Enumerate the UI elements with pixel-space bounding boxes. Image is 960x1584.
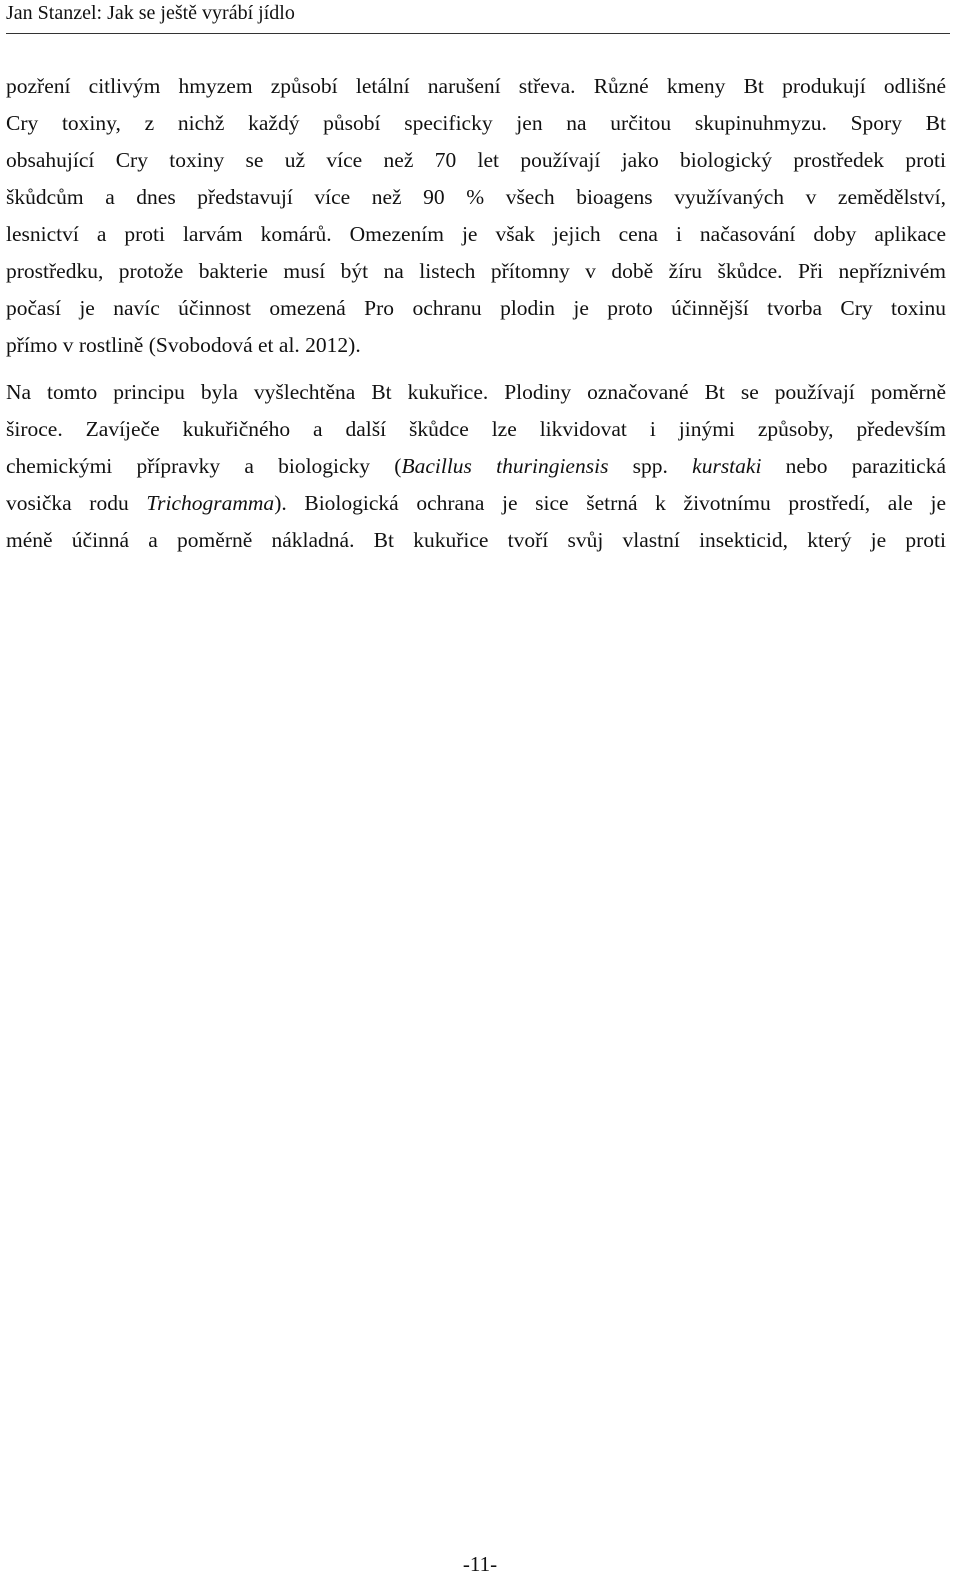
paragraph-1 <box>6 68 946 364</box>
paragraph-line <box>6 485 946 522</box>
paragraph-line: přímo v rostlině (Svobodová et al. 2012). <box>6 333 361 357</box>
paragraph-line: počasí je navíc účinnost omezená Pro ochranu plodin je proto účinnější tvorba Cry toxinu <box>6 296 946 320</box>
running-title: Jan Stanzel: Jak se ještě vyrábí jídlo <box>6 2 295 24</box>
paragraph-line: lesnictví a proti larvám komárů. Omezením je však jejich cena i načasování doby aplikace <box>6 222 946 246</box>
paragraph-line: pozření citlivým hmyzem způsobí letální narušení střeva. Různé kmeny Bt produkují odlišné <box>6 74 946 98</box>
text-segment: ). Biologická ochrana je sice šetrná k životnímu prostředí, ale je <box>274 491 946 515</box>
paragraph-line <box>6 448 946 485</box>
paragraph-line: široce. Zavíječe kukuřičného a další škůdce lze likvidovat i jinými způsoby, především <box>6 417 946 441</box>
subspecies-name: kurstaki <box>692 454 762 478</box>
page-number: -11- <box>462 1552 498 1576</box>
paragraph-gap <box>6 364 946 374</box>
paragraph-line: Cry toxiny, z nichž každý působí specificky jen na určitou skupinuhmyzu. Spory Bt <box>6 111 946 135</box>
paragraph-line: méně účinná a poměrně nákladná. Bt kukuřice tvoří svůj vlastní insekticid, který je proti <box>6 528 946 552</box>
paragraph-line: Na tomto principu byla vyšlechtěna Bt kukuřice. Plodiny označované Bt se používají poměrně <box>6 380 946 404</box>
text-segment: nebo parazitická <box>761 454 946 478</box>
species-name: Bacillus thuringiensis <box>401 454 609 478</box>
text-segment: spp. <box>608 454 693 478</box>
paragraph-2 <box>6 374 946 559</box>
paragraph-line: prostředku, protože bakterie musí být na listech přítomny v době žíru škůdce. Při nepříznivém <box>6 259 946 283</box>
body-text <box>6 68 946 559</box>
genus-name: Trichogramma <box>146 491 275 515</box>
paragraph-line: obsahující Cry toxiny se už více než 70 let používají jako biologický prostředek proti <box>6 148 946 172</box>
paragraph-line: škůdcům a dnes představují více než 90 % všech bioagens využívaných v zemědělství, <box>6 185 946 209</box>
running-header <box>6 0 950 34</box>
text-segment: vosička rodu <box>6 491 147 515</box>
text-segment: chemickými přípravky a biologicky ( <box>6 454 402 478</box>
